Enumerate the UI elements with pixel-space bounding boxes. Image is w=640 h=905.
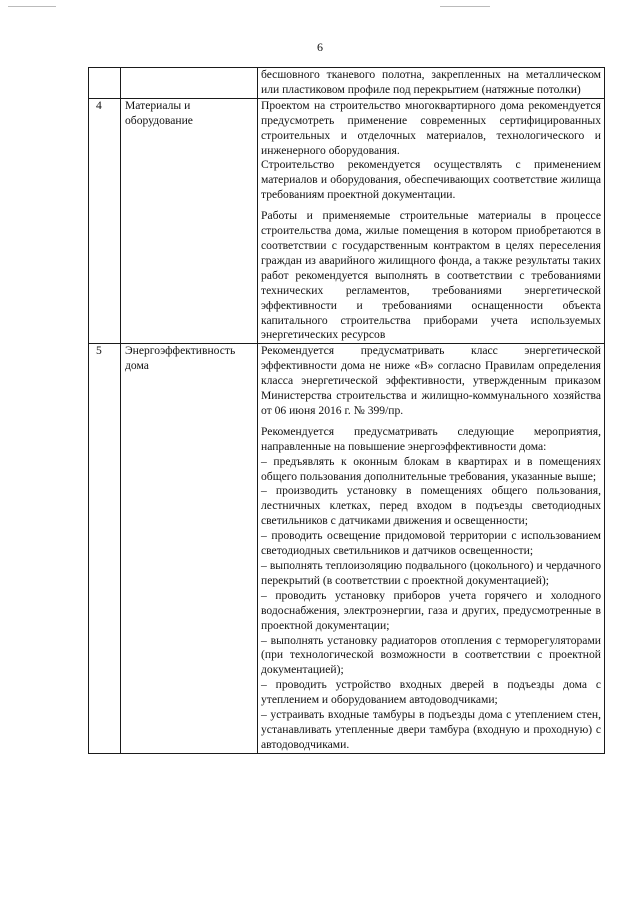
- table-row: [89, 68, 605, 99]
- list-item: – производить установку в помещениях общего пользования, лестничных клетках, перед входом в подъезды светодиодных светильников с датчиками движения и освещенности;: [261, 484, 601, 528]
- list-item: – выполнять теплоизоляцию подвального (цокольного) и чердачного перекрытий (в соответствии с проектной документацией);: [261, 559, 601, 587]
- list-item: – устраивать входные тамбуры в подъезды дома с утеплением стен, устанавливать утепленные двери тамбура (входную и проходную) с автодоводчиками.: [261, 708, 601, 751]
- list-item: – проводить установку приборов учета горячего и холодного водоснабжения, электроэнергии, газа и других, предусмотренные в проектной документации;: [261, 588, 601, 632]
- paragraph: Рекомендуется предусматривать следующие мероприятия, направленные на повышение энергоэффективности дома:: [261, 424, 601, 453]
- scan-artifact: [440, 6, 490, 7]
- paragraph: Работы и применяемые строительные материалы в процессе строительства дома, жилые помещения в котором приобретаются в соответствии с государственным контрактом в целях переселения граждан из аварийного жилищного фонда, а также результаты таких работ рекомендуется выполнять в соответствии с требованиями технических регламентов, требованиями энергетической эффективности и требованиями оснащенности объекта капитального строительства приборами учета используемых энергетических ресурсов: [261, 209, 601, 342]
- row-number: 4: [89, 98, 121, 344]
- list-item: – предъявлять к оконным блокам в квартирах и в помещениях общего пользования дополнительные требования, указанные выше;: [261, 454, 601, 483]
- list-item: – проводить устройство входных дверей в подъезды дома с утеплением и оборудованием автодоводчиками;: [261, 678, 601, 707]
- list-item: – выполнять установку радиаторов отопления с терморегуляторами (при технологической возможности в соответствии с проектной документацией);: [261, 633, 601, 677]
- page-number: 6: [317, 40, 323, 54]
- row-name: [121, 68, 258, 99]
- row-description: [258, 68, 605, 99]
- paragraph: бесшовного тканевого полотна, закрепленных на металлическом или пластиковом профиле под перекрытием (натяжные потолки): [261, 68, 601, 96]
- row-description: [258, 344, 605, 753]
- table-row: [89, 344, 605, 753]
- row-name: Энергоэффективность дома: [121, 344, 258, 753]
- paragraph: Рекомендуется предусматривать класс энергетической эффективности дома не ниже «В» согласно Правилам определения класса энергетической эффективности, утвержденным приказом Министерства строительства и жилищно-коммунального хозяйства от 06 июня 2016 г. № 399/пр.: [261, 344, 601, 417]
- row-number: 5: [89, 344, 121, 753]
- requirements-table: [88, 67, 605, 754]
- list-item: – проводить освещение придомовой территории с использованием светодиодных светильников и датчиков освещенности;: [261, 529, 601, 558]
- table-row: [89, 98, 605, 344]
- row-description: [258, 98, 605, 344]
- row-name: Материалы и оборудование: [121, 98, 258, 344]
- scan-artifact: [8, 6, 56, 7]
- paragraph: Проектом на строительство многоквартирного дома рекомендуется предусмотреть применение современных сертифицированных строительных и отделочных материалов, технологического и инженерного оборудования.: [261, 98, 601, 157]
- row-number: [89, 68, 121, 99]
- paragraph: Строительство рекомендуется осуществлять с применением материалов и оборудования, обеспечивающих соответствие жилища требованиям проектной документации.: [261, 158, 601, 202]
